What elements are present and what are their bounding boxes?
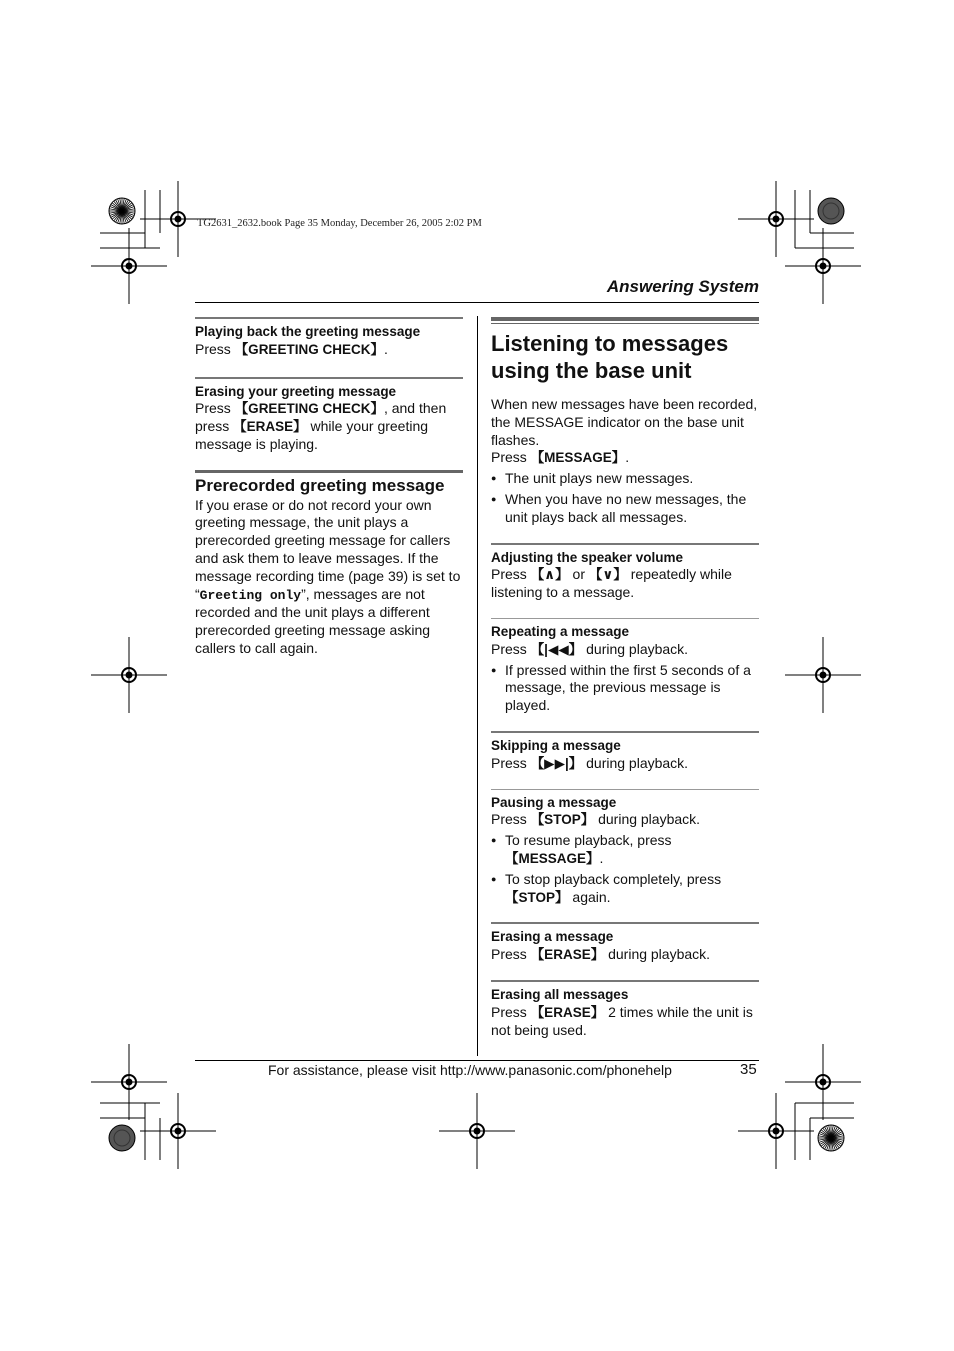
block-title: Erasing a message <box>491 929 614 945</box>
footer-rule <box>195 1060 759 1061</box>
text: Press <box>491 566 531 583</box>
block-rule <box>491 618 759 619</box>
volume-up-key: 【∧】 <box>530 567 569 583</box>
bullet-item <box>491 832 759 868</box>
right-column <box>491 317 759 1039</box>
erase-key: 【ERASE】 <box>530 947 605 963</box>
text: or <box>568 566 589 583</box>
volume-block <box>491 543 759 602</box>
text: during playback. <box>604 946 711 963</box>
header-rule <box>195 302 759 303</box>
erase-key: 【ERASE】 <box>530 1004 605 1020</box>
block-rule <box>491 980 759 982</box>
star-wheel-mark <box>818 198 844 224</box>
text: Press <box>491 754 531 771</box>
greeting-check-key: 【GREETING CHECK】 <box>234 341 384 357</box>
text: . <box>599 849 604 866</box>
text: Press <box>491 811 531 828</box>
registration-target <box>785 1044 861 1120</box>
volume-down-key: 【∨】 <box>588 567 627 583</box>
registration-target <box>91 637 167 713</box>
text: To resume playback, press <box>505 832 672 849</box>
text: during playback. <box>582 640 689 657</box>
greeting-check-key: 【GREETING CHECK】 <box>234 401 384 417</box>
block-text <box>491 755 759 773</box>
block-rule <box>491 731 759 733</box>
intro-text: When new messages have been recorded, the MESSAGE indicator on the base unit flashes. <box>491 396 758 448</box>
block-rule <box>195 377 463 379</box>
message-key: 【MESSAGE】 <box>505 850 600 866</box>
erase-one-block <box>491 922 759 964</box>
playing-back-block <box>195 317 463 359</box>
message-key: 【MESSAGE】 <box>530 450 626 466</box>
block-title: Skipping a message <box>491 737 621 753</box>
bullet-item: ● If pressed within the first 5 seconds of a message, the previous message is played. <box>491 662 759 715</box>
star-wheel-mark <box>818 1125 844 1151</box>
block-title: Playing back the greeting message <box>195 324 421 339</box>
registration-target <box>785 637 861 713</box>
text: . <box>383 340 388 357</box>
block-text <box>491 811 759 829</box>
star-wheel-mark <box>109 198 135 224</box>
pause-block <box>491 789 759 907</box>
stop-key: 【STOP】 <box>530 812 595 828</box>
prerecorded-block <box>195 470 463 658</box>
block-text <box>491 1004 759 1040</box>
column-divider <box>477 316 478 1056</box>
heading-rule-thin <box>491 323 759 324</box>
registration-target <box>91 228 167 304</box>
text: Press <box>491 640 531 657</box>
registration-target <box>140 1093 216 1169</box>
erase-key: 【ERASE】 <box>233 419 307 435</box>
press-message <box>491 449 759 467</box>
text: Press <box>491 1003 531 1020</box>
page-number: 35 <box>740 1061 757 1078</box>
file-info: TG2631_2632.book Page 35 Monday, December 26, 2005 2:02 PM <box>197 218 482 229</box>
block-rule <box>491 543 759 545</box>
block-title: Erasing your greeting message <box>195 383 397 399</box>
erase-all-block <box>491 980 759 1039</box>
star-wheel-mark <box>109 1125 135 1151</box>
text: If you erase or do not record your own greeting message, the unit plays a prerecorded greeting message for callers and ask them to leave messages. If the message recording time (page 39) is set to “ <box>195 496 461 602</box>
block-title: Erasing all messages <box>491 986 629 1002</box>
bullet-item: ● The unit plays new messages. <box>491 470 759 488</box>
main-heading: Listening to messages using the base unit <box>491 331 729 383</box>
section-title: Answering System <box>606 277 759 296</box>
text: repeatedly while listening to a message. <box>491 566 732 601</box>
text: Press <box>491 449 531 466</box>
footer-assistance: For assistance, please visit http://www.panasonic.com/phonehelp <box>268 1062 672 1078</box>
text: . <box>625 449 630 466</box>
prerecorded-heading: Prerecorded greeting message <box>195 475 445 495</box>
text: Press <box>195 340 235 357</box>
left-column <box>195 317 463 658</box>
text: 2 times while the unit is not being used. <box>491 1003 753 1038</box>
block-title: Repeating a message <box>491 623 630 639</box>
text: To stop playback completely, press <box>505 870 722 887</box>
text: during playback. <box>582 754 689 771</box>
registration-target <box>738 1093 814 1169</box>
block-text <box>195 341 463 359</box>
stop-key: 【STOP】 <box>505 889 569 905</box>
block-title: Adjusting the speaker volume <box>491 549 684 565</box>
text: again. <box>568 888 611 905</box>
block-text <box>195 400 463 453</box>
registration-target <box>785 228 861 304</box>
repeat-block <box>491 618 759 715</box>
block-rule <box>491 789 759 790</box>
heading-rule <box>491 317 759 321</box>
prerecorded-text <box>195 497 463 658</box>
repeat-key: 【|◀◀】 <box>530 641 583 657</box>
block-text <box>491 641 759 659</box>
registration-target <box>439 1093 515 1169</box>
skip-block <box>491 731 759 773</box>
block-rule <box>195 317 463 319</box>
block-rule <box>491 922 759 924</box>
block-title: Pausing a message <box>491 794 617 810</box>
bullet-item <box>491 871 759 907</box>
text: during playback. <box>594 811 701 828</box>
skip-key: 【▶▶|】 <box>530 755 583 771</box>
block-text <box>491 946 759 964</box>
registration-target <box>91 1044 167 1120</box>
text: while your greeting message is playing. <box>195 418 429 452</box>
registration-target <box>738 181 814 257</box>
block-rule <box>195 470 463 473</box>
text: Press <box>195 400 235 417</box>
erasing-greeting-block <box>195 377 463 454</box>
text: , and then press <box>195 400 447 435</box>
text: ”, messages are not recorded and the unit plays a different prerecorded greeting message asking callers to call again. <box>195 585 431 656</box>
text: Press <box>491 946 531 963</box>
bullet-item: ● When you have no new messages, the unit plays back all messages. <box>491 491 759 527</box>
block-text <box>491 566 759 602</box>
greeting-only-setting: Greeting only <box>199 587 302 603</box>
